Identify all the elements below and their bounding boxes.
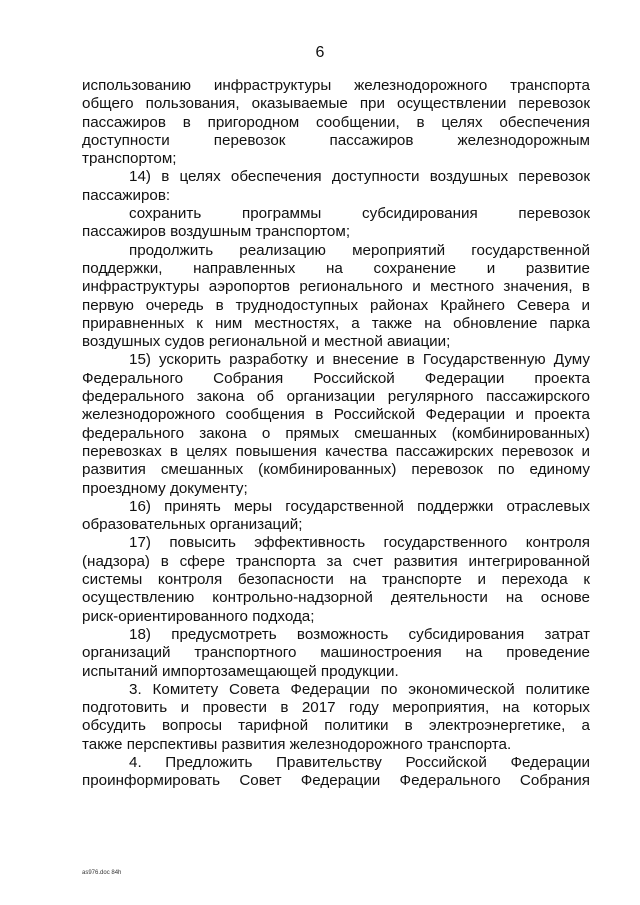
paragraph-line: инфраструктуры аэропортов регионального и местного значения, в xyxy=(82,278,590,296)
paragraph-line: системы контроля безопасности на транспорте и перехода к xyxy=(82,571,590,589)
paragraph-line: первую очередь в труднодоступных районах Крайнего Севера и xyxy=(82,296,590,314)
paragraph-line: Федерального Собрания Российской Федерации проекта xyxy=(82,369,590,387)
paragraph-line: перевозках в целях повышения качества пассажирских перевозок и xyxy=(82,442,590,460)
paragraph-line: 16) принять меры государственной поддержки отраслевых xyxy=(129,497,590,515)
paragraph-line: 17) повысить эффективность государственного контроля xyxy=(129,534,590,552)
paragraph xyxy=(82,168,590,205)
paragraph xyxy=(82,626,590,681)
paragraph-line: транспортом; xyxy=(82,150,177,168)
paragraph-line: риск-ориентированного подхода; xyxy=(82,607,315,625)
paragraph-line: испытаний импортозамещающей продукции. xyxy=(82,662,399,680)
paragraph xyxy=(82,351,590,497)
paragraph-line: также перспективы развития железнодорожного транспорта. xyxy=(82,735,512,753)
paragraph-line: развития смешанных (комбинированных) перевозок по единому xyxy=(82,461,590,479)
paragraph-line: пассажиров воздушным транспортом; xyxy=(82,223,351,241)
footer-file-code: as976.doc 84h xyxy=(82,870,122,876)
paragraph-line: использованию инфраструктуры железнодорожного транспорта xyxy=(82,77,590,94)
paragraph-line: поддержки, направленных на сохранение и развитие xyxy=(82,259,590,277)
paragraph xyxy=(82,754,590,791)
paragraph-line: проездному документу; xyxy=(82,479,248,497)
paragraph-line: организаций транспортного машиностроения на проведение xyxy=(82,644,590,662)
paragraph-line: (надзора) в сфере транспорта за счет развития интегрированной xyxy=(82,552,590,570)
paragraph-line: образовательных организаций; xyxy=(82,516,303,534)
paragraph xyxy=(82,681,590,754)
paragraph xyxy=(82,242,590,352)
paragraph-line: осуществлению контрольно-надзорной деятельности на основе xyxy=(82,589,590,607)
paragraph-line: пассажиров в пригородном сообщении, в целях обеспечения xyxy=(82,113,590,131)
paragraph xyxy=(82,498,590,535)
paragraph-line: сохранить программы субсидирования перевозок xyxy=(129,205,590,223)
paragraph-line: приравненных к ним местностях, а также на обновление парка xyxy=(82,314,590,332)
paragraph-line: железнодорожного сообщения в Российской Федерации и проекта xyxy=(82,406,590,424)
paragraph xyxy=(82,77,590,168)
paragraph xyxy=(82,534,590,625)
paragraph-line: 15) ускорить разработку и внесение в Государственную Думу xyxy=(129,351,590,369)
paragraph-line: продолжить реализацию мероприятий государственной xyxy=(129,241,590,259)
paragraph-line: общего пользования, оказываемые при осуществлении перевозок xyxy=(82,95,590,113)
paragraph-line: подготовить и провести в 2017 году мероприятия, на которых xyxy=(82,699,590,717)
paragraph-line: федерального закона об организации регулярного пассажирского xyxy=(82,388,590,406)
paragraph-line: обсудить вопросы тарифной политики в электроэнергетике, а xyxy=(82,717,590,735)
paragraph-line: 18) предусмотреть возможность субсидирования затрат xyxy=(129,625,590,643)
paragraph-line: федерального закона о прямых смешанных (комбинированных) xyxy=(82,424,590,442)
paragraph-line: воздушных судов региональной и местной авиации; xyxy=(82,333,451,351)
paragraph-line: 14) в целях обеспечения доступности воздушных перевозок xyxy=(129,168,590,186)
paragraph xyxy=(82,205,590,242)
page-number: 6 xyxy=(315,44,325,61)
paragraph-line: 3. Комитету Совета Федерации по экономической политике xyxy=(129,680,590,698)
paragraph-line: 4. Предложить Правительству Российской Федерации xyxy=(129,753,590,771)
document-body xyxy=(82,77,590,791)
paragraph-line: пассажиров: xyxy=(82,186,171,204)
paragraph-line: проинформировать Совет Федерации Федерального Собрания xyxy=(82,772,590,790)
paragraph-line: доступности перевозок пассажиров железнодорожным xyxy=(82,131,590,149)
